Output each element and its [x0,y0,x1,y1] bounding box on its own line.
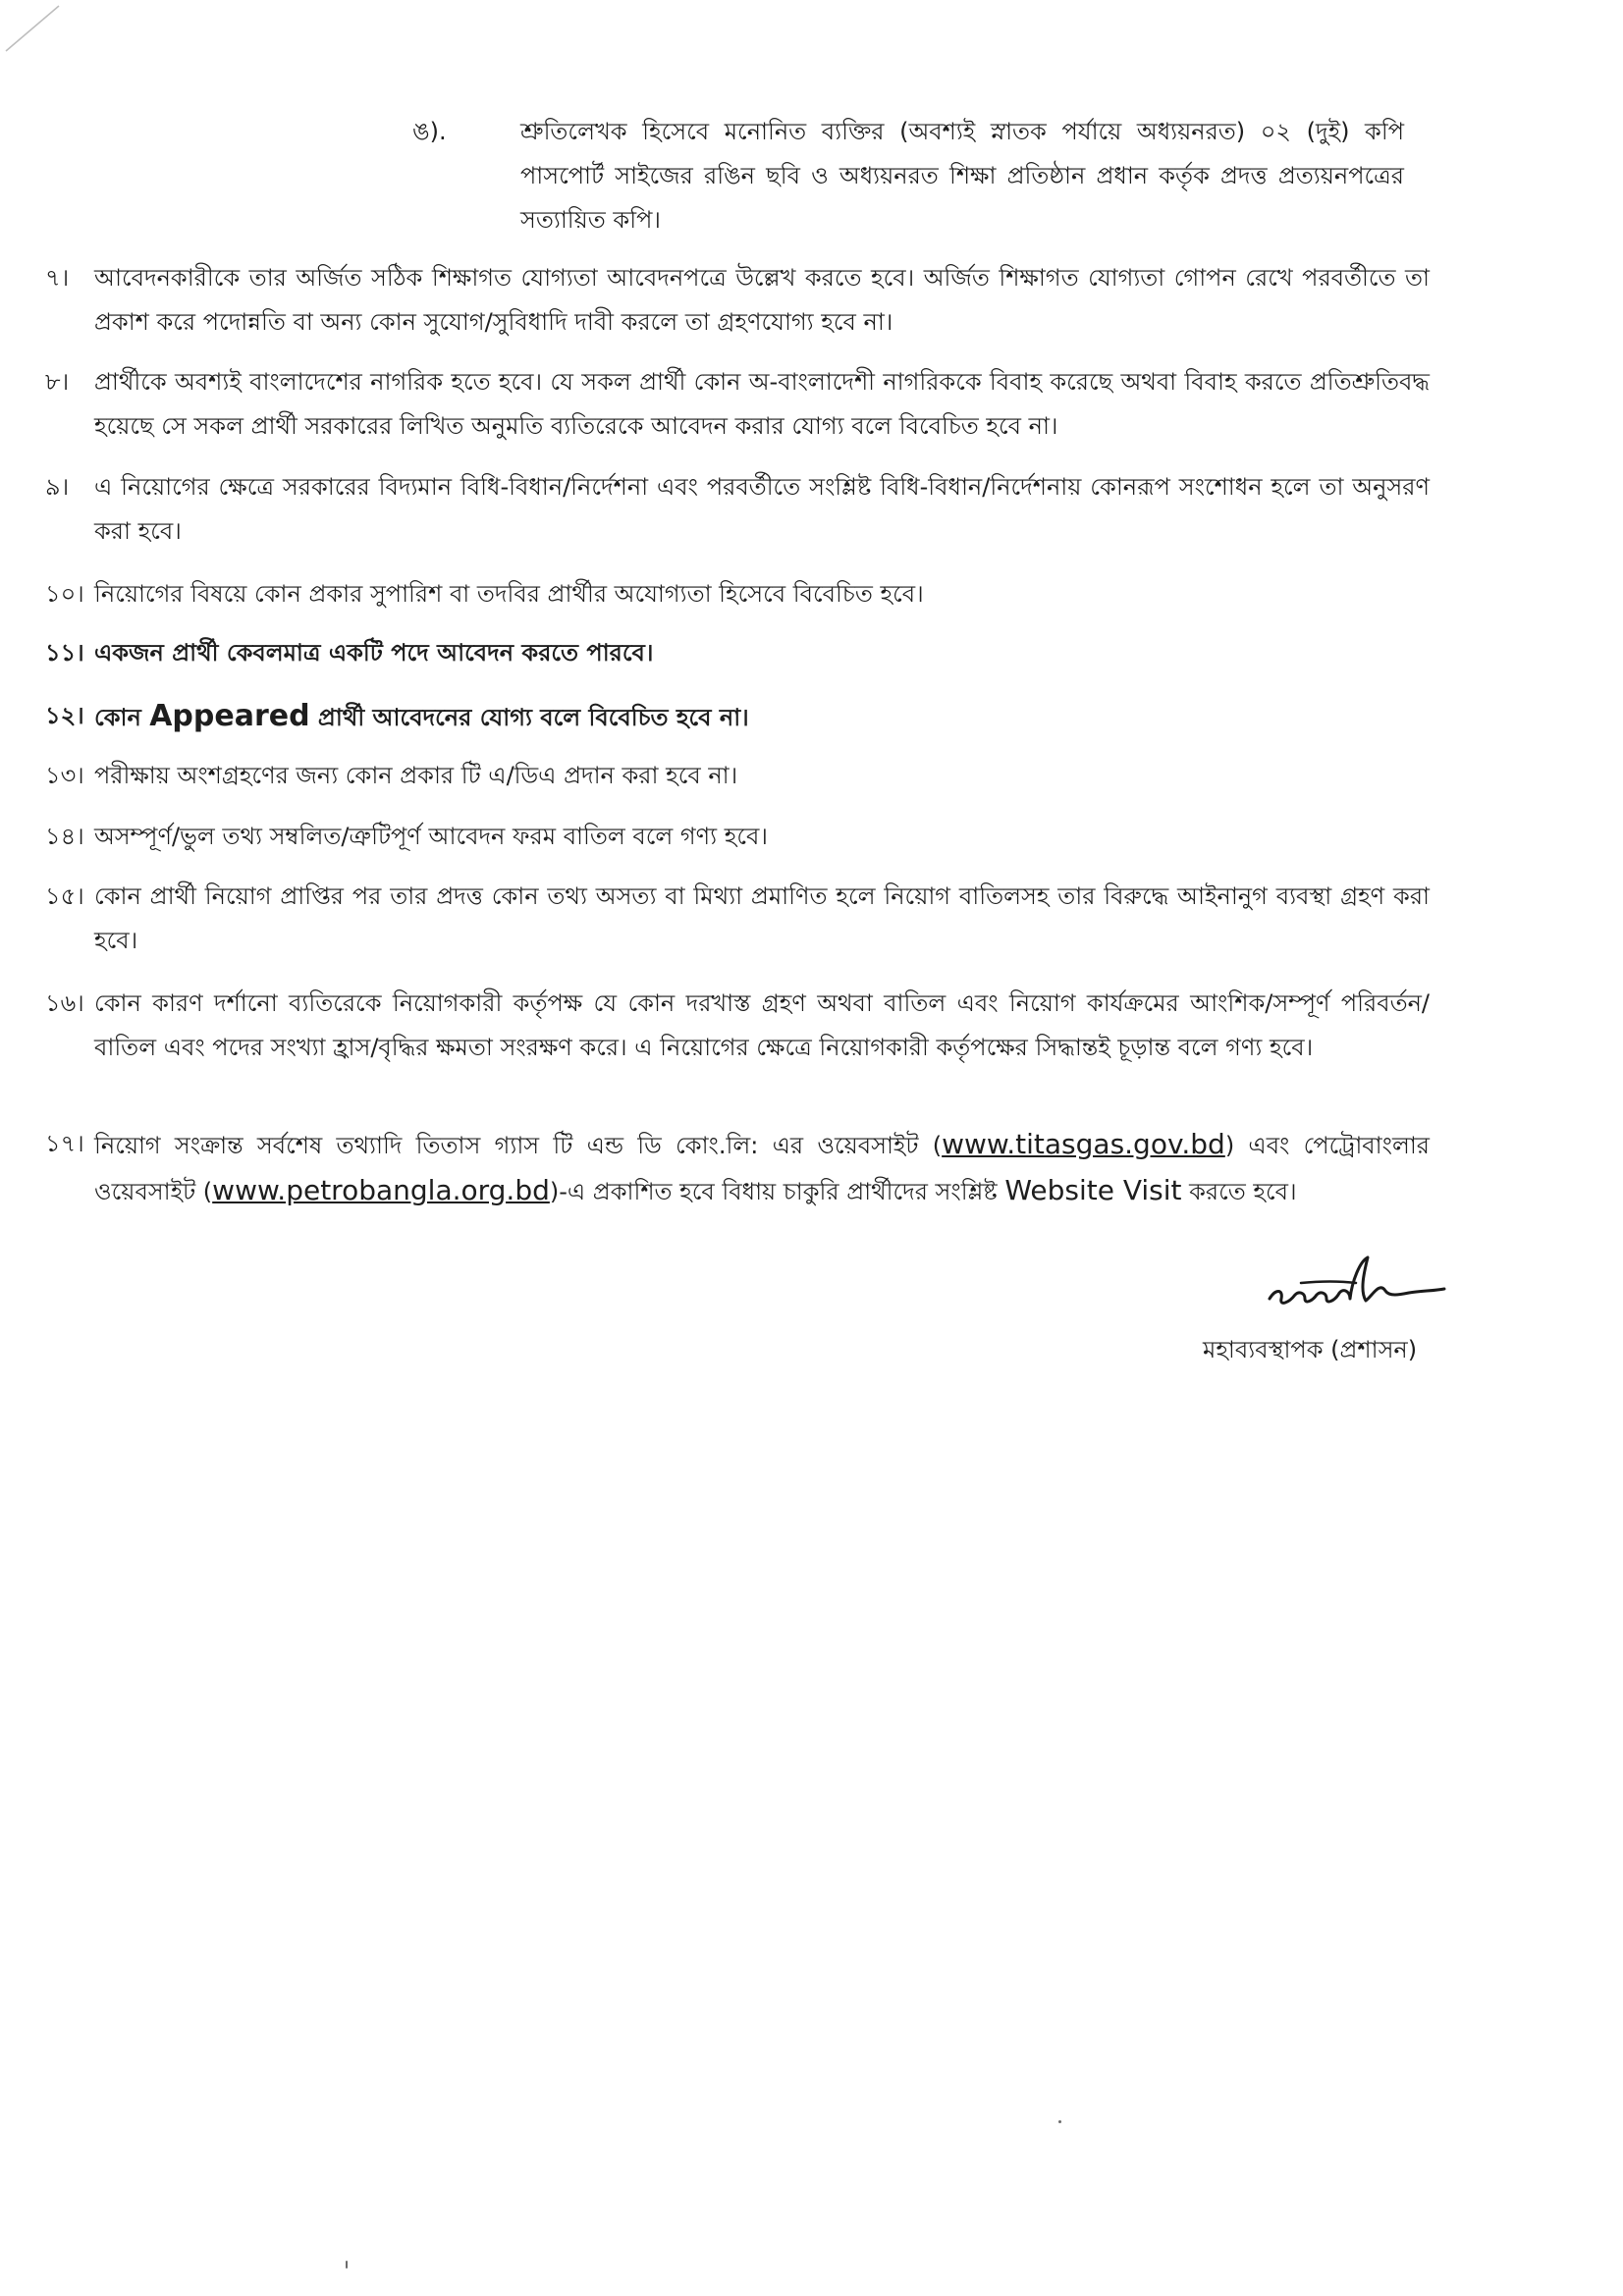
item-text: প্রার্থীকে অবশ্যই বাংলাদেশের নাগরিক হতে হবে। যে সকল প্রার্থী কোন অ-বাংলাদেশী নাগরিককে বিবাহ করেছে অথবা বিবাহ করতে প্রতিশ্রুতিবদ্ধ হয়েছে সে সকল প্রার্থী সরকারের লিখিত অনুমতি ব্যতিরেকে আবেদন করার যোগ্য বলে বিবেচিত হবে না। [94,368,1430,440]
item-text: আবেদনকারীকে তার অর্জিত সঠিক শিক্ষাগত যোগ্যতা আবেদনপত্রে উল্লেখ করতে হবে। অর্জিত শিক্ষাগত যোগ্যতা গোপন রেখে পরবর্তীতে তা প্রকাশ করে পদোন্নতি বা অন্য কোন সুযোগ/সুবিধাদি দাবী করলে তা গ্রহণযোগ্য হবে না। [94,264,1430,336]
scan-speck [1058,2120,1061,2123]
scan-edge-mark [0,0,88,59]
item-number: ১৬। [45,989,84,1017]
signatory-designation: মহাব্যবস্থাপক (প্রশাসন) [1203,1336,1418,1363]
sub-item-number: ঙ). [412,118,447,145]
item-number: ১২। [45,702,84,729]
signature-mark [1262,1252,1448,1320]
item-number: ৮। [45,368,70,396]
item-text-before: কোন [94,704,141,731]
item-text-part: করতে হবে। [1189,1178,1297,1205]
item-text: একজন প্রার্থী কেবলমাত্র একটি পদে আবেদন করতে পারবে। [94,639,654,667]
titasgas-website-link[interactable]: www.titasgas.gov.bd [942,1128,1225,1160]
sub-item-text: শ্রুতিলেখক হিসেবে মনোনিত ব্যক্তির (অবশ্যই স্নাতক পর্যায়ে অধ্যয়নরত) ০২ (দুই) কপি পাসপোর্ট সাইজের রঙিন ছবি ও অধ্যয়নরত শিক্ষা প্রতিষ্ঠান প্রধান কর্তৃক প্রদত্ত প্রত্যয়নপত্রের সত্যায়িত কপি। [520,118,1404,234]
item-number: ১০। [45,580,84,608]
item-number: ১৫। [45,882,84,910]
item-text: পরীক্ষায় অংশগ্রহণের জন্য কোন প্রকার টি এ/ডিএ প্রদান করা হবে না। [94,762,738,789]
website-visit-term: Website Visit [1004,1174,1182,1206]
item-text: কোন কারণ দর্শানো ব্যতিরেকে নিয়োগকারী কর্তৃপক্ষ যে কোন দরখাস্ত গ্রহণ অথবা বাতিল এবং নিয়োগ কার্যক্রমের আংশিক/সম্পূর্ণ পরিবর্তন/বাতিল এবং পদের সংখ্যা হ্রাস/বৃদ্ধির ক্ষমতা সংরক্ষণ করে। এ নিয়োগের ক্ষেত্রে নিয়োগকারী কর্তৃপক্ষের সিদ্ধান্তই চূড়ান্ত বলে গণ্য হবে। [94,989,1430,1061]
item-number: ১৪। [45,823,84,850]
appeared-term: Appeared [149,699,310,733]
item-text: অসম্পূর্ণ/ভুল তথ্য সম্বলিত/ত্রুটিপূর্ণ আবেদন ফরম বাতিল বলে গণ্য হবে। [94,823,768,850]
item-number: ১৭। [45,1130,84,1157]
item-number: ১৩। [45,762,84,789]
item-text-after: প্রার্থী আবেদনের যোগ্য বলে বিবেচিত হবে না। [317,704,749,731]
item-text: এ নিয়োগের ক্ষেত্রে সরকারের বিদ্যমান বিধি-বিধান/নির্দেশনা এবং পরবর্তীতে সংশ্লিষ্ট বিধি-বিধান/নির্দেশনায় কোনরূপ সংশোধন হলে তা অনুসরণ করা হবে। [94,473,1430,545]
item-text-part: )-এ প্রকাশিত হবে বিধায় চাকুরি প্রার্থীদের সংশ্লিষ্ট [549,1178,998,1205]
item-number: ৯। [45,473,70,501]
petrobangla-website-link[interactable]: www.petrobangla.org.bd [212,1174,550,1206]
item-text-part: নিয়োগ সংক্রান্ত সর্বশেষ তথ্যাদি তিতাস গ্যাস টি এন্ড ডি কোং.লি: এর ওয়েবসাইট ( [94,1132,943,1159]
item-text [94,694,1430,740]
item-number: ১১। [45,639,84,667]
item-text-part: ) এবং পেট্রোবাংলার ওয়েবসাইট ( [94,1132,1431,1205]
scan-speck [346,2261,348,2269]
item-number: ৭। [45,264,70,292]
item-text: কোন প্রার্থী নিয়োগ প্রাপ্তির পর তার প্রদত্ত কোন তথ্য অসত্য বা মিথ্যা প্রমাণিত হলে নিয়োগ বাতিলসহ তার বিরুদ্ধে আইনানুগ ব্যবস্থা গ্রহণ করা হবে। [94,882,1430,954]
item-text: নিয়োগের বিষয়ে কোন প্রকার সুপারিশ বা তদবির প্রার্থীর অযোগ্যতা হিসেবে বিবেচিত হবে। [94,580,924,608]
item-text [94,1122,1430,1214]
